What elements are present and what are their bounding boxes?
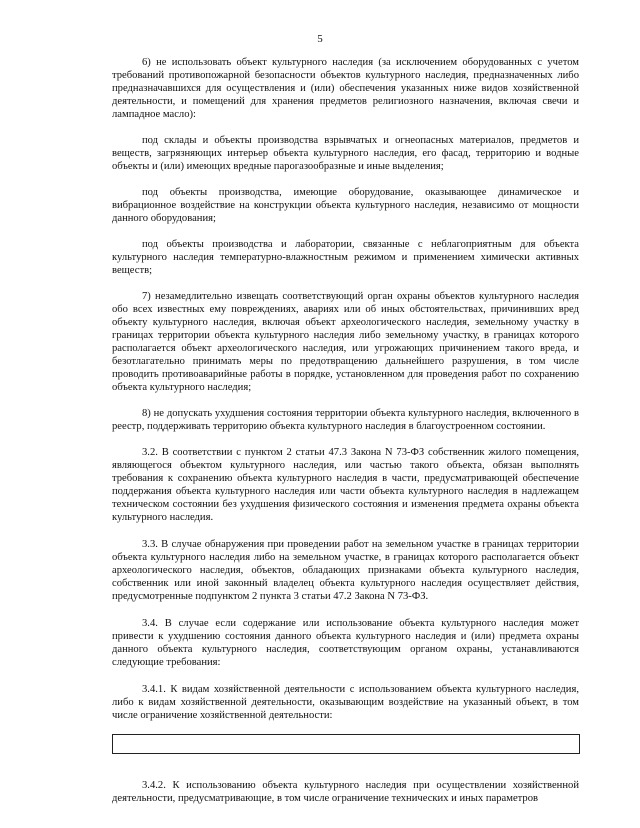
paragraph-laboratories: под объекты производства и лаборатории, связанные с неблагоприятным для объекта культурного наследия температурно-влажностным режимом и применением химически активных веществ;	[112, 239, 579, 276]
paragraph-item-6: 6) не использовать объект культурного наследия (за исключением оборудованных с учетом требований противопожарной безопасности объектов культурного наследия, предназначенных либо предназначавшихся для осуществления и (или) обеспечения указанных ниже видов хозяйственной деятельности, и помещений для хранения предметов религиозного назначения, включая свечи и лампадное масло):	[112, 57, 579, 120]
paragraph-3-2: 3.2. В соответствии с пунктом 2 статьи 47.3 Закона N 73-ФЗ собственник жилого помещения, являющегося объектом культурного наследия, или частью такого объекта, обязан выполнять требования к сохранению объекта культурного наследия в части, предусматривающей обеспечение поддержания объекта культурного наследия или части объекта культурного наследия в надлежащем техническом состоянии без ухудшения физического состояния и изменения предмета охраны объекта культурного наследия.	[112, 447, 579, 523]
paragraph-3-4-2: 3.4.2. К использованию объекта культурного наследия при осуществлении хозяйственной деятельности, предусматривающие, в том числе ограничение технических и иных параметров	[112, 780, 579, 804]
paragraph-3-4: 3.4. В случае если содержание или использование объекта культурного наследия может привести к ухудшению состояния данного объекта культурного наследия и (или) предмета охраны данного объекта культурного наследия, соответствующим органом охраны, устанавливаются следующие требования:	[112, 618, 579, 668]
document-body	[112, 56, 579, 818]
paragraph-warehouses: под склады и объекты производства взрывчатых и огнеопасных материалов, предметов и веществ, загрязняющих интерьер объекта культурного наследия, его фасад, территорию и водные объекты и (или) имеющих вредные парогазообразные и иные выделения;	[112, 135, 579, 172]
empty-form-box	[112, 734, 580, 754]
paragraph-vibration: под объекты производства, имеющие оборудование, оказывающее динамическое и вибрационное воздействие на конструкции объекта культурного наследия, независимо от мощности данного оборудования;	[112, 187, 579, 224]
paragraph-item-8: 8) не допускать ухудшения состояния территории объекта культурного наследия, включенного в реестр, поддерживать территорию объекта культурного наследия в благоустроенном состоянии.	[112, 408, 579, 432]
paragraph-item-7: 7) незамедлительно извещать соответствующий орган охраны объектов культурного наследия обо всех известных ему повреждениях, авариях или об иных обстоятельствах, причинивших вред объекту культурного наследия, включая объект археологического наследия, земельному участку в границах территории объекта культурного наследия либо земельному участку, в границах которого располагается объект археологического наследия, или угрожающих причинением такого вреда, и безотлагательно принимать меры по предотвращению дальнейшего разрушения, в том числе проводить противоаварийные работы в порядке, установленном для проведения работ по сохранению объекта культурного наследия;	[112, 291, 579, 393]
page-number: 5	[317, 33, 323, 45]
paragraph-3-4-1: 3.4.1. К видам хозяйственной деятельности с использованием объекта культурного наследия, либо к видам хозяйственной деятельности, оказывающим воздействие на указанный объект, в том числе ограничение хозяйственной деятельности:	[112, 684, 579, 721]
paragraph-3-3: 3.3. В случае обнаружения при проведении работ на земельном участке в границах территории объекта культурного наследия либо на земельном участке, в границах которого располагается объект археологического наследия, объектов, обладающих признаками объекта культурного наследия, собственник или иной законный владелец объекта культурного наследия осуществляет действия, предусмотренные подпунктом 2 пункта 3 статьи 47.2 Закона N 73-ФЗ.	[112, 539, 579, 602]
